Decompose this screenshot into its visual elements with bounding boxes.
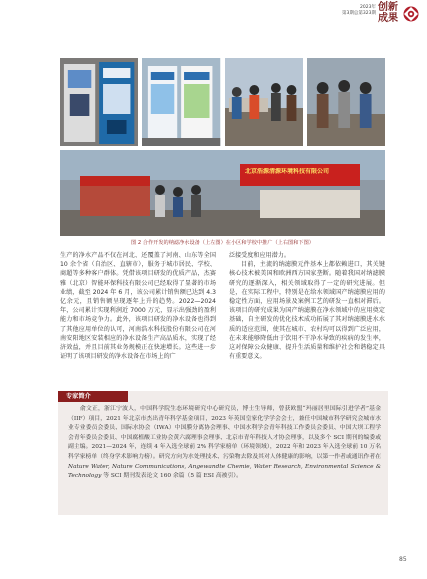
brand-bottom: 成果: [378, 13, 398, 24]
paragraph: 泛接受度和应用潜力。: [229, 252, 290, 259]
photo-residents: [307, 58, 385, 146]
page-number: 85: [399, 556, 407, 563]
photo-community-event: [225, 58, 303, 146]
banner-text: 北京浩源清源环境科技有限公司: [245, 168, 330, 175]
brand-logo-icon: [403, 6, 419, 22]
bio-text: 俞文正，浙江宁波人，中国科学院生态环境研究中心研究员，博士生导师，曾获欧盟“玛丽居里国际引进学者”基金（IIF）项目，2021 年北京市杰出青年科学基金项目，2023 年英国皇家化学学会会士，兼任中国城市科学研究会城市水业专业委员会委员、国际水协会（IWA）中国膜分离协会理事、中国水利学会青年科技工作委员会委员、中国大坝工程学会青年委员会委员、中国腐植酸工业协会黄六腐理事会理事、北京市青年科技人才协会理事，以及多个 SCI 期刊的编委或副主编。2021—2024 年，连续 4 年入选全球前 2% 科学家榜单（环境领域），2022 年和 2023 年入选全球前 10 万名科学家榜单（终身学术影响力榜）。研究方向为水处理技术、污染物去除及其对人体健康的影响，以第一作者或通讯作者在: [68, 406, 381, 460]
expert-box-title: 专家简介: [58, 391, 128, 402]
issue-number: 第3期总第323期: [342, 11, 376, 16]
paragraph: 目前，主流的纳滤膜元件基本上都依赖进口，其关键核心技术被美国和欧洲西方国家垄断。随着我国对纳滤膜研究的逐渐深入，相关领域取得了一定的研究进展。但是，在实际工程中，特别是在给水领域国产纳滤膜应用的稳定性方面，应用场景及案例工艺的研发一直相对滞后。该项目的研究成果为国产纳滤膜在净水领域中的应用奠定基础，自主研发的优化技术成功拓展了其对纳滤膜进水水质的适应范围，使其在城市、农村均可以得到广泛应用，在未来能够降低由于饮用不干净水导致的疾病的发生率，这对保障公众健康、提升生活质量和维护社会和谐稳定具有重要意义。: [229, 261, 385, 361]
issue-info: [336, 5, 376, 17]
article-column-left: [60, 251, 216, 361]
photo-water-device: [60, 58, 138, 146]
expert-bio: [68, 405, 381, 482]
brand-top: 创新: [378, 2, 398, 13]
bio-tail: 等 SCI 期刊发表论文 160 余篇（5 篇 ESI 高被引）。: [101, 473, 242, 480]
bio-journals: Nature Water, Nature Communications, Angewandte Chemie, Water Research, Environmental Science & Technology: [68, 463, 381, 480]
paragraph: 生产的净水产品不仅在河北、还覆盖了河南、山东等全国 10 余个省（自治区、直辖市），服务于城市居民、学校、商超等多种客户群体。凭借该项目研发的优质产品，杰赛雅（北京）智能环保科技有限公司已经取得了显著的市场业绩，截至 2024 年 6 月，该公司累计销售额已达到 4.3 亿余元，且销售额呈现逐年上升的趋势。2022—2024 年，公司累计实现利润近 7000 万元，显示出强劲的盈利能力和市场竞争力。此外，该项目研发的净水设备也得到了其他应用单位的认可，河南浩水科技股份有限公司在河南安阳地区安装相应的净水设备生产高品质水，实现了经济效益，并且目前其业务规模正在快速增长。这些进一步证明了该项目研发的净水设备在市场上的广: [60, 252, 216, 361]
brand-title: [378, 2, 398, 24]
article-column-right: [229, 251, 385, 361]
photo-poster-display: [142, 58, 220, 146]
photo-school-banner: [60, 150, 385, 236]
expert-box: [58, 391, 388, 515]
issue-year: 2023年: [360, 5, 376, 10]
figure-caption: 图 2 合作开发的纳滤净水设备（上左图）在小区和学校中推广（上右图和下图）: [131, 240, 314, 246]
figure-photos-top: [60, 58, 385, 146]
